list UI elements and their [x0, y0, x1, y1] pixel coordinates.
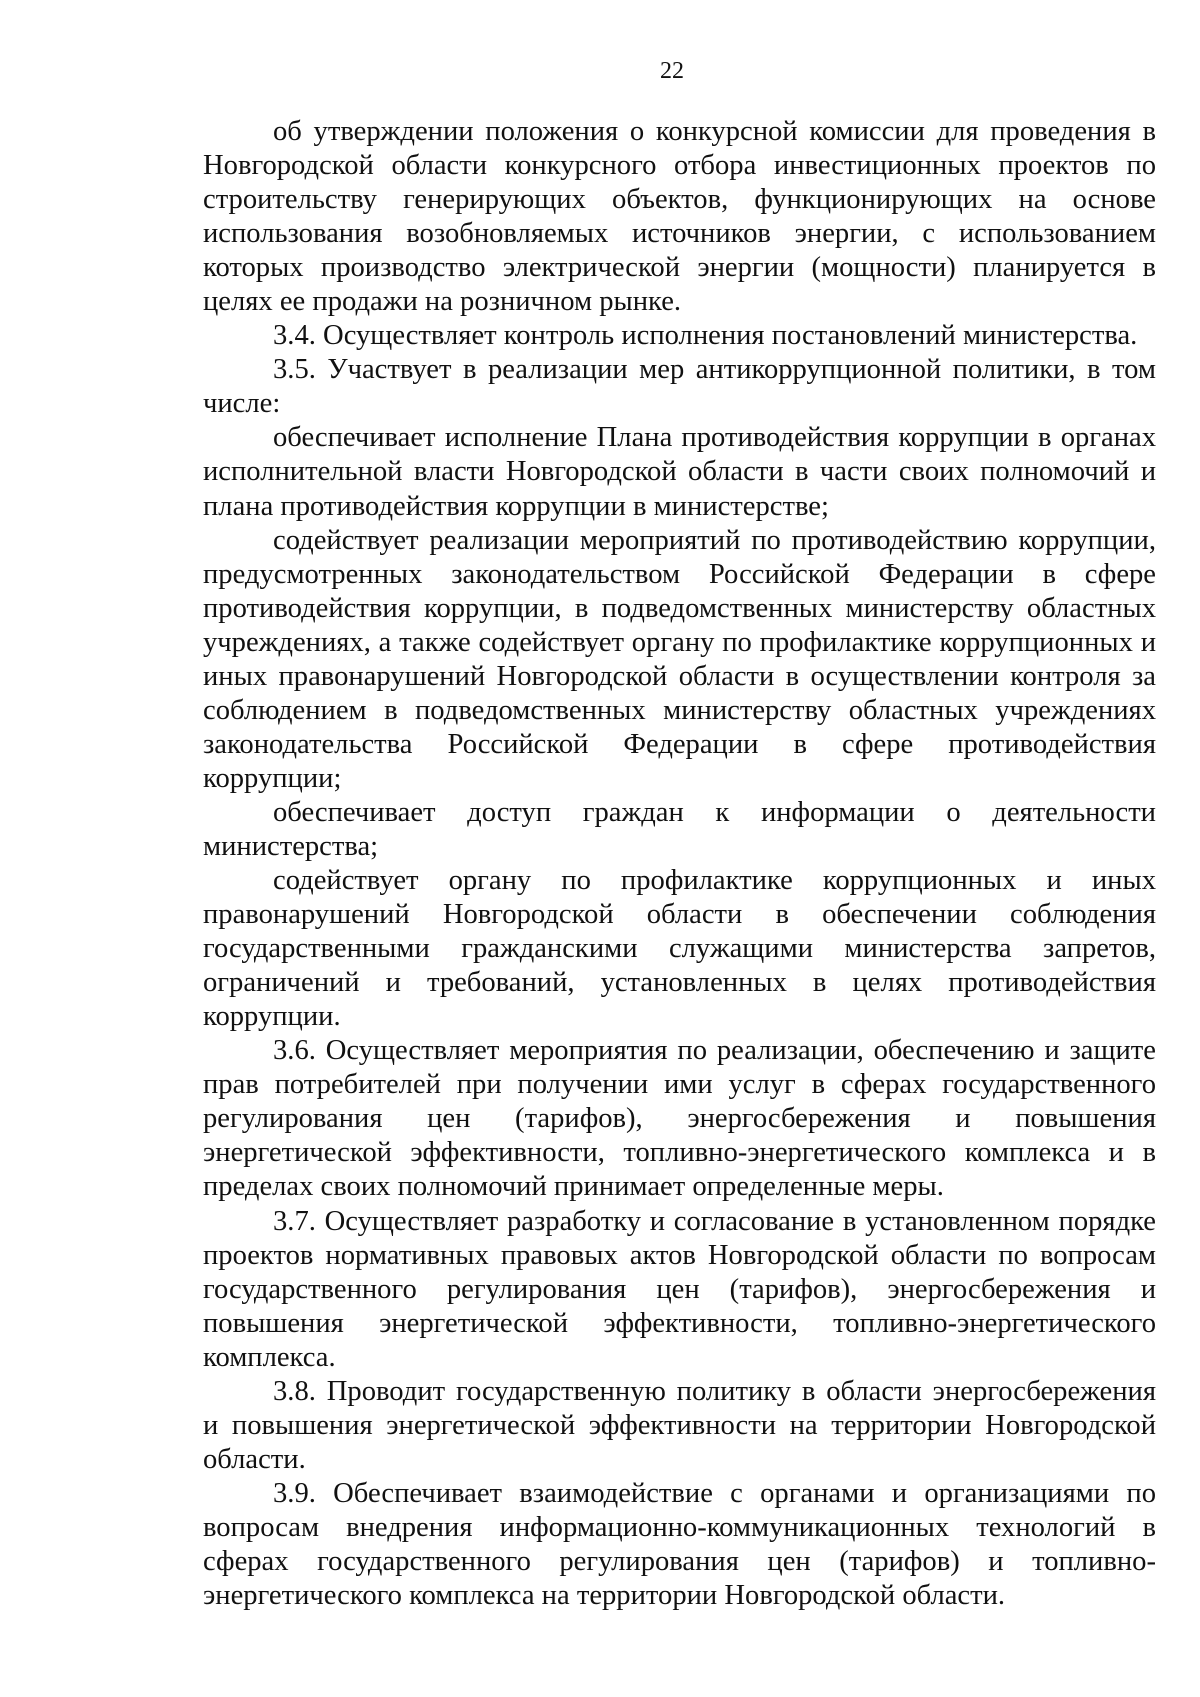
paragraph-3-8: 3.8. Проводит государственную политику в области энергосбережения и повышения энергетической эффективности на территории Новгородской области. — [203, 1375, 1156, 1475]
paragraph-3-5-item-3: обеспечивает доступ граждан к информации о деятельности министерства; — [203, 796, 1156, 862]
page-number: 22 — [660, 58, 684, 84]
paragraph-3-5-item-1: обеспечивает исполнение Плана противодействия коррупции в органах исполнительной власти Новгородской области в части своих полномочий и плана противодействия коррупции в министерстве; — [203, 422, 1156, 522]
paragraph-3-9: 3.9. Обеспечивает взаимодействие с органами и организациями по вопросам внедрения информационно-коммуникационных технологий в сферах государственного регулирования цен (тарифов) и топливно-энергетического комплекса на территории Новгородской области. — [203, 1477, 1156, 1612]
paragraph-3-4: 3.4. Осуществляет контроль исполнения постановлений министерства. — [273, 320, 1138, 352]
paragraph-3-7: 3.7. Осуществляет разработку и согласование в установленном порядке проектов нормативных правовых актов Новгородской области по вопросам государственного регулирования цен (тарифов), энергосбережения и повышения энергетической эффективности, топливно-энергетического комплекса. — [203, 1205, 1156, 1373]
paragraph-3-5-item-4: содействует органу по профилактике коррупционных и иных правонарушений Новгородской области в обеспечении соблюдения государственными гражданскими служащими министерства запретов, ограничений и требований, установленных в целях противодействия коррупции. — [203, 865, 1156, 1033]
paragraph-3-6: 3.6. Осуществляет мероприятия по реализации, обеспечению и защите прав потребителей при получении ими услуг в сферах государственного регулирования цен (тарифов), энергосбережения и повышения энергетической эффективности, топливно-энергетического комплекса и в пределах своих полномочий принимает определенные меры. — [203, 1035, 1156, 1203]
paragraph-3-5: 3.5. Участвует в реализации мер антикоррупционной политики, в том числе: — [203, 354, 1156, 420]
page-number-container — [0, 58, 1200, 88]
paragraph-3-5-item-2: содействует реализации мероприятий по противодействию коррупции, предусмотренных законодательством Российской Федерации в сфере противодействия коррупции, в подведомственных министерству областных учреждениях, а также содействует органу по профилактике коррупционных и иных правонарушений Новгородской области в осуществлении контроля за соблюдением в подведомственных министерству областных учреждениях законодательства Российской Федерации в сфере противодействия коррупции; — [203, 524, 1156, 794]
document-body — [203, 115, 1156, 1613]
paragraph-continuation: об утверждении положения о конкурсной комиссии для проведения в Новгородской области конкурсного отбора инвестиционных проектов по строительству генерирующих объектов, функционирующих на основе использования возобновляемых источников энергии, с использованием которых производство электрической энергии (мощности) планируется в целях ее продажи на розничном рынке. — [203, 116, 1156, 318]
